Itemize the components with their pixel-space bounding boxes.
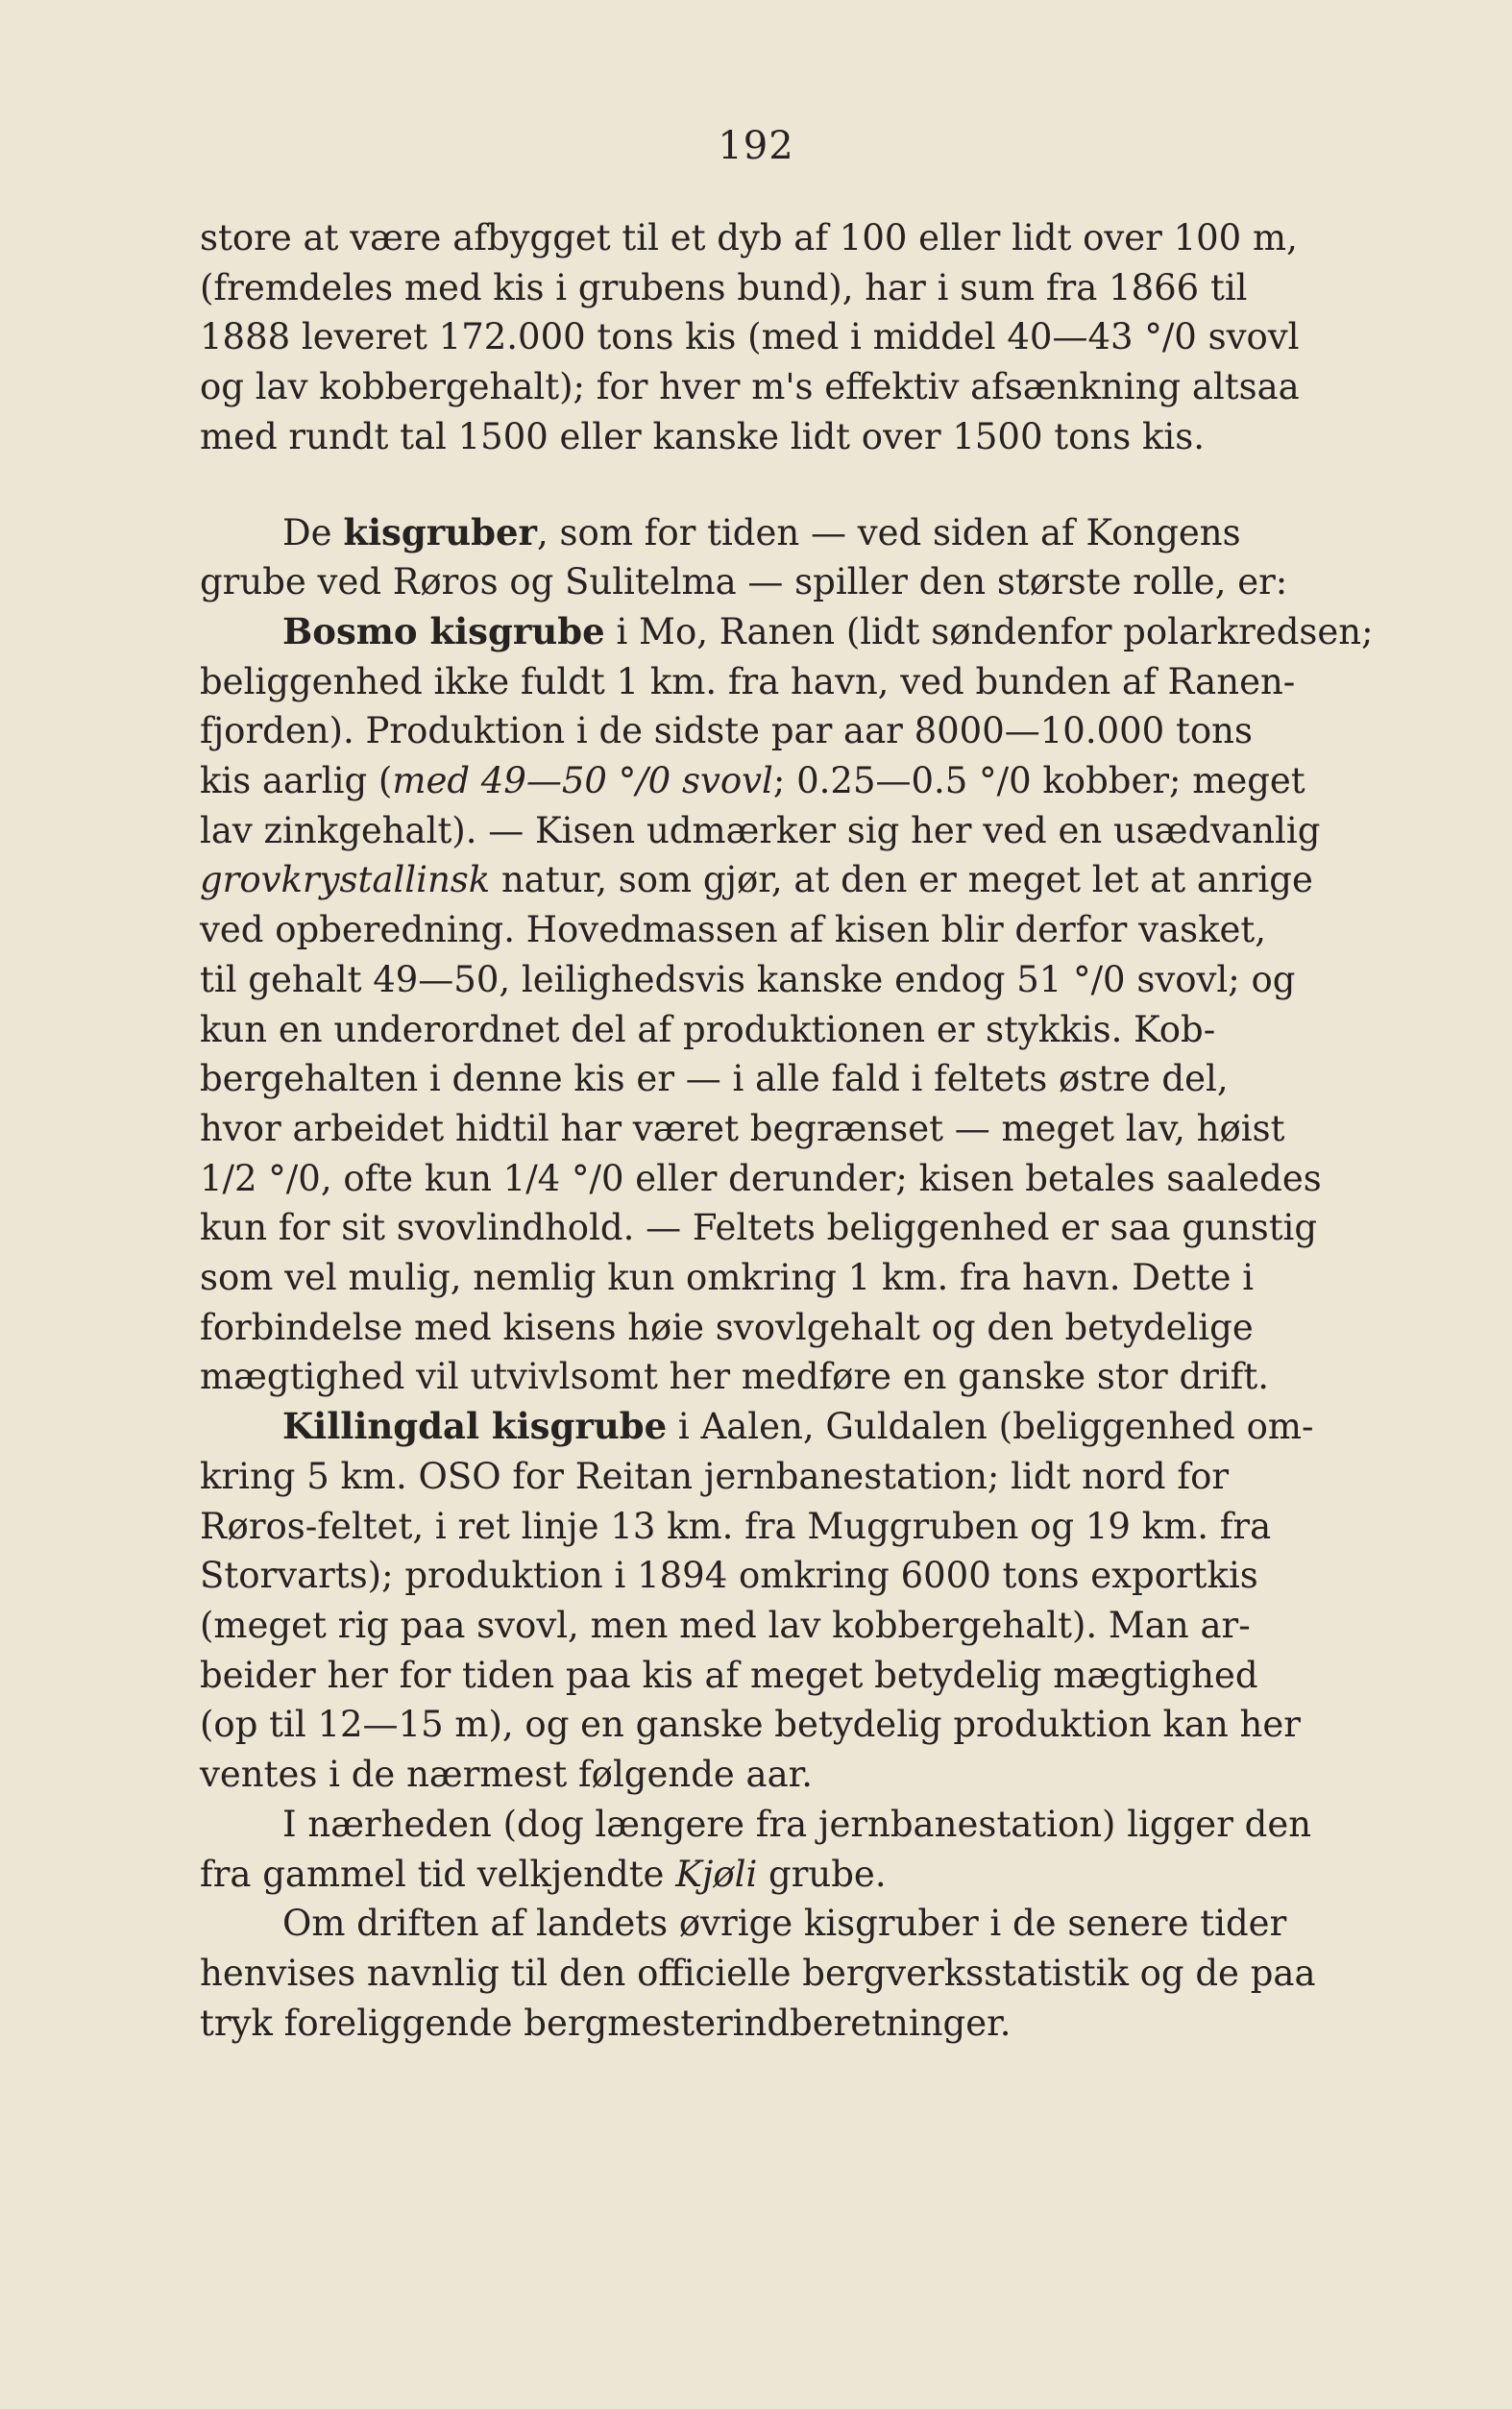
text-line: store at være afbygget til et dyb af 100 eller lidt over 100 m,	[200, 217, 1298, 258]
text-line: 1/2 °/0, ofte kun 1/4 °/0 eller derunder; kisen betales saaledes	[200, 1157, 1322, 1199]
page-number: 192	[718, 124, 794, 168]
paragraph-3	[200, 1800, 1374, 1899]
text-line: 1888 leveret 172.000 tons kis (med i middel 40—43 °/0 svovl	[200, 316, 1300, 358]
text-run: i Aalen, Guldalen (beliggenhed om-	[667, 1406, 1314, 1448]
text-line: fjorden). Produktion i de sidste par aar 8000—10.000 tons	[200, 710, 1253, 752]
text-line: ventes i de nærmest følgende aar.	[200, 1754, 814, 1796]
text-line: Røros-feltet, i ret linje 13 km. fra Muggruben og 19 km. fra	[200, 1505, 1272, 1547]
text-line: kring 5 km. OSO for Reitan jernbanestation; lidt nord for	[200, 1455, 1230, 1497]
text-line: forbindelse med kisens høie svovlgehalt og den betydelige	[200, 1306, 1254, 1348]
text-line: bergehalten i denne kis er — i alle fald i feltets østre del,	[200, 1058, 1229, 1100]
text-run: natur, som gjør, at den er meget let at anrige	[490, 859, 1313, 901]
text-line	[200, 855, 1374, 905]
text-line: beider her for tiden paa kis af meget betydelig mægtighed	[200, 1654, 1258, 1696]
text-run: ; 0.25—0.5 °/0 kobber; meget	[772, 760, 1305, 802]
text-line: og lav kobbergehalt); for hver m's effektiv afsænkning altsaa	[200, 366, 1300, 408]
paragraph-2	[200, 508, 1374, 1800]
italic-run: grovkrystallinsk	[200, 859, 491, 901]
text-line: beliggenhed ikke fuldt 1 km. fra havn, ved bunden af Ranen-	[200, 660, 1296, 702]
text-line: grube ved Røros og Sulitelma — spiller den største rolle, er:	[200, 561, 1288, 603]
text-line: (op til 12—15 m), og en ganske betydelig produktion kan her	[200, 1704, 1301, 1746]
text-line: (meget rig paa svovl, men med lav kobbergehalt). Man ar-	[200, 1604, 1251, 1646]
text-line: kun en underordnet del af produktionen er stykkis. Kob-	[200, 1008, 1216, 1050]
heading-term-killingdal: Killingdal kisgrube	[282, 1405, 668, 1448]
text-line	[200, 756, 1374, 806]
text-line: med rundt tal 1500 eller kanske lidt over 1500 tons kis.	[200, 415, 1205, 457]
body-text	[200, 213, 1374, 2048]
text-line: hvor arbeidet hidtil har været begrænset — meget lav, høist	[200, 1107, 1285, 1149]
text-line: Om driften af landets øvrige kisgruber i de senere tider	[282, 1903, 1287, 1945]
text-line: (fremdeles med kis i grubens bund), har i sum fra 1866 til	[200, 266, 1248, 308]
text-line: kun for sit svovlindhold. — Feltets beliggenhed er saa gunstig	[200, 1207, 1318, 1249]
text-run: grube.	[757, 1853, 887, 1895]
text-run: , som for tiden — ved siden af Kongens	[537, 511, 1241, 553]
paragraph-1	[200, 213, 1374, 462]
text-run: De	[282, 511, 344, 553]
text-line	[200, 508, 1374, 558]
heading-term-kisgruber: kisgruber	[343, 510, 538, 553]
paragraph-gap	[200, 462, 1374, 508]
text-line: lav zinkgehalt). — Kisen udmærker sig her ved en usædvanlig	[200, 809, 1321, 851]
text-line: til gehalt 49—50, leilighedsvis kanske endog 51 °/0 svovl; og	[200, 958, 1296, 1000]
text-line: ved opberedning. Hovedmassen af kisen blir derfor vasket,	[200, 909, 1267, 951]
text-line: I nærheden (dog længere fra jernbanestation) ligger den	[282, 1803, 1312, 1845]
text-line: som vel mulig, nemlig kun omkring 1 km. fra havn. Dette i	[200, 1257, 1255, 1299]
text-line	[200, 1850, 1374, 1900]
paragraph-4	[200, 1899, 1374, 2048]
text-line: henvises navnlig til den officielle bergverksstatistik og de paa	[200, 1952, 1316, 1994]
text-run: kis aarlig (	[200, 760, 393, 802]
text-run: fra gammel tid velkjendte	[200, 1853, 676, 1895]
text-line	[200, 607, 1374, 657]
text-line	[200, 1402, 1374, 1452]
heading-term-bosmo: Bosmo kisgrube	[282, 609, 605, 652]
text-line: Storvarts); produktion i 1894 omkring 6000 tons exportkis	[200, 1555, 1258, 1597]
italic-run: Kjøli	[675, 1853, 758, 1895]
text-line: mægtighed vil utvivlsomt her medføre en ganske stor drift.	[200, 1356, 1269, 1398]
text-line: tryk foreliggende bergmesterindberetninger.	[200, 2002, 1012, 2044]
italic-run: med 49—50 °/0 svovl	[392, 760, 773, 802]
text-run: i Mo, Ranen (lidt søndenfor polarkredsen;	[604, 610, 1374, 652]
